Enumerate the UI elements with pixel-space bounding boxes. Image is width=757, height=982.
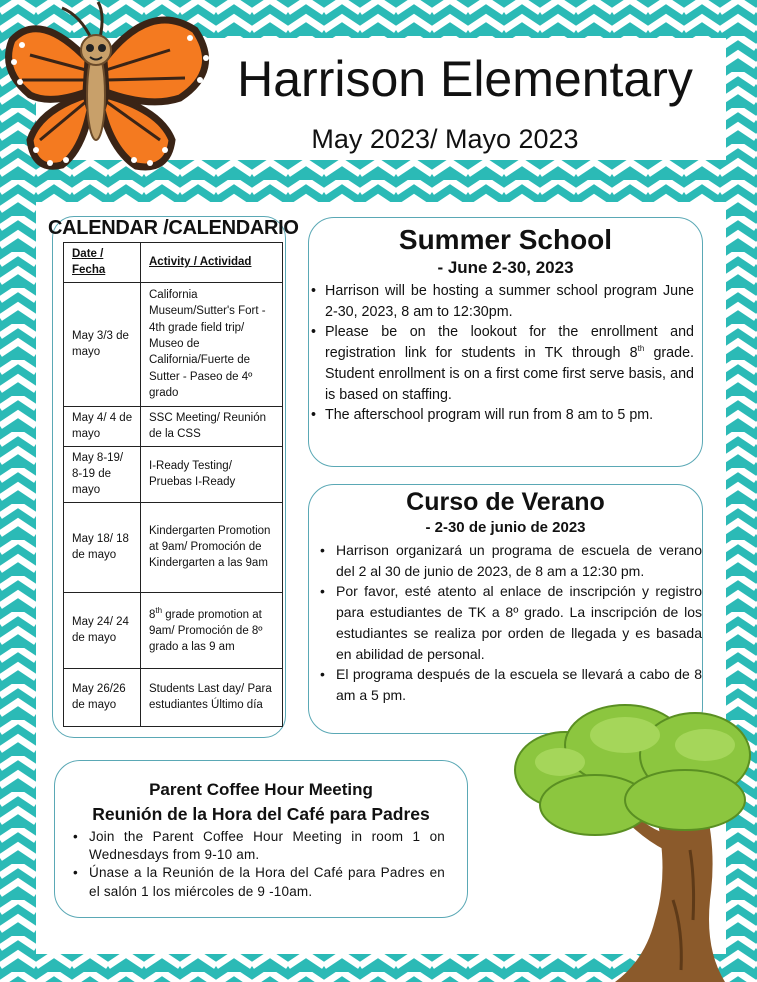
list-item-superscript: th — [637, 344, 645, 354]
summer-school-panel — [308, 217, 703, 467]
table-row — [64, 446, 283, 502]
curso-de-verano-panel — [308, 484, 703, 734]
table-cell-date: May 24/ 24 de mayo — [64, 592, 141, 668]
list-item: • El programa después de la escuela se llevará a cabo de 8 am a 5 pm. — [336, 664, 702, 705]
column-header-activity: Activity / Actividad — [141, 243, 283, 283]
tree-icon — [505, 700, 757, 982]
table-row — [64, 592, 283, 668]
summer-school-list — [309, 278, 702, 426]
page-title: Harrison Elementary — [237, 51, 693, 107]
table-cell-date: May 18/ 18 de mayo — [64, 502, 141, 592]
table-row — [64, 502, 283, 592]
list-item — [325, 322, 694, 405]
list-item: • Únase a la Reunión de la Hora del Café para Padres en el salón 1 los miércoles de 9 -10am. — [89, 864, 445, 900]
summer-school-title: Summer School — [398, 224, 613, 255]
coffee-list — [55, 826, 467, 901]
coffee-title: Parent Coffee Hour Meeting — [149, 780, 373, 799]
curso-list — [309, 536, 702, 706]
list-item: • Por favor, esté atento al enlace de inscripción y registro para estudiantes de TK a 8º grado. La inscripción de los estudiantes se realiza por orden de llegada y es basada en abilidad de personal. — [336, 581, 702, 664]
table-cell-activity — [141, 592, 283, 668]
column-header-date: Date / Fecha — [64, 243, 141, 283]
activity-text-a: 8 — [149, 608, 156, 621]
table-header-row — [64, 243, 283, 283]
list-item-text-b: grade. Student enrollment is on a first come first serve basis, and is based on staffing. — [325, 345, 694, 403]
calendar-table — [63, 242, 283, 727]
table-cell-activity: Students Last day/ Para estudiantes Último día — [141, 668, 283, 726]
table-cell-date: May 8-19/ 8-19 de mayo — [64, 446, 141, 502]
table-cell-date: May 26/26 de mayo — [64, 668, 141, 726]
table-row — [64, 282, 283, 406]
calendar-heading: CALENDAR /CALENDARIO — [48, 217, 299, 239]
table-cell-date: May 4/ 4 de mayo — [64, 406, 141, 446]
table-row — [64, 668, 283, 726]
list-item: • Join the Parent Coffee Hour Meeting in room 1 on Wednesdays from 9-10 am. — [89, 828, 445, 864]
table-cell-date: May 3/3 de mayo — [64, 282, 141, 406]
list-item: • Harrison organizará un programa de escuela de verano del 2 al 30 de junio de 2023, de 8 am a 12:30 pm. — [336, 540, 702, 581]
list-item: • The afterschool program will run from 8 am to 5 pm. — [325, 405, 694, 426]
list-item-text-a: Please be on the lookout for the enrollment and registration link for students in TK through 8 — [325, 324, 694, 362]
list-item: • Harrison will be hosting a summer school program June 2-30, 2023, 8 am to 12:30pm. — [325, 281, 694, 322]
activity-text-b: grade promotion at 9am/ Promoción de 8º grado a las 9 am — [149, 608, 263, 654]
table-row — [64, 406, 283, 446]
summer-school-dates: - June 2-30, 2023 — [437, 258, 574, 277]
coffee-title-es: Reunión de la Hora del Café para Padres — [92, 804, 430, 825]
table-cell-activity: Kindergarten Promotion at 9am/ Promoción de Kindergarten a las 9am — [141, 502, 283, 592]
page-subtitle: May 2023/ Mayo 2023 — [311, 124, 579, 154]
table-cell-activity: SSC Meeting/ Reunión de la CSS — [141, 406, 283, 446]
activity-superscript: th — [155, 605, 163, 615]
butterfly-icon — [0, 0, 230, 200]
curso-dates: - 2-30 de junio de 2023 — [425, 519, 586, 536]
table-cell-activity: California Museum/Sutter's Fort - 4th grade field trip/ Museo de California/Fuerte de Sutter - Paseo de 4º grado — [141, 282, 283, 406]
coffee-hour-panel — [54, 760, 468, 918]
table-cell-activity: I-Ready Testing/ Pruebas I-Ready — [141, 446, 283, 502]
curso-title: Curso de Verano — [406, 488, 605, 516]
